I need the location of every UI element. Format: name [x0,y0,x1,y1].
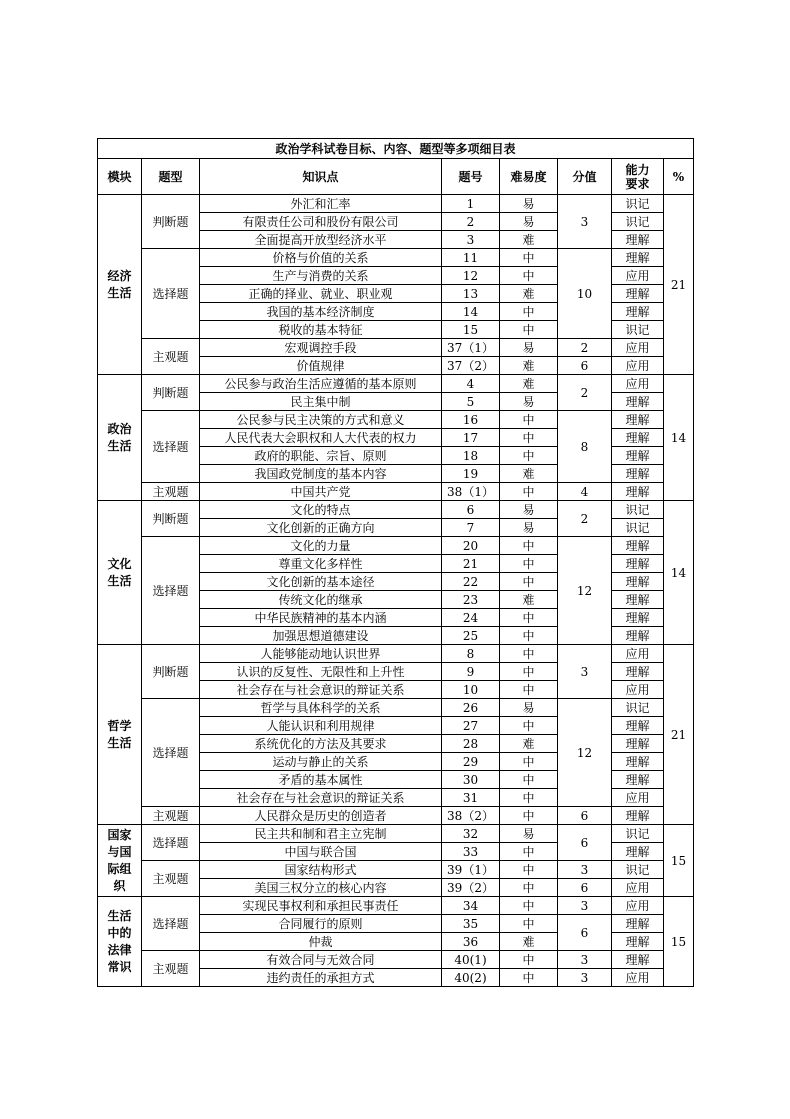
question-number: 6 [442,501,500,519]
difficulty: 中 [500,915,558,933]
score: 3 [558,897,612,915]
knowledge-point: 社会存在与社会意识的辩证关系 [200,789,442,807]
table-row [98,861,694,879]
detail-table [97,138,694,987]
question-number: 30 [442,771,500,789]
difficulty: 中 [500,897,558,915]
question-number: 17 [442,429,500,447]
knowledge-point: 人能认识和利用规律 [200,717,442,735]
table-title: 政治学科试卷目标、内容、题型等多项细目表 [98,139,694,159]
score: 6 [558,825,612,861]
ability-requirement: 识记 [612,501,664,519]
question-number: 5 [442,393,500,411]
difficulty: 难 [500,231,558,249]
knowledge-point: 中国与联合国 [200,843,442,861]
ability-requirement: 识记 [612,195,664,213]
question-type: 判断题 [142,645,200,699]
difficulty: 中 [500,249,558,267]
difficulty: 中 [500,573,558,591]
difficulty: 中 [500,609,558,627]
knowledge-point: 生产与消费的关系 [200,267,442,285]
knowledge-point: 全面提高开放型经济水平 [200,231,442,249]
score: 12 [558,537,612,645]
question-number: 18 [442,447,500,465]
knowledge-point: 有效合同与无效合同 [200,951,442,969]
ability-requirement: 理解 [612,591,664,609]
header-percent: % [664,159,694,195]
ability-requirement: 理解 [612,465,664,483]
knowledge-point: 价值规律 [200,357,442,375]
question-number: 29 [442,753,500,771]
question-number: 3 [442,231,500,249]
table-row [98,411,694,429]
question-type: 选择题 [142,825,200,861]
knowledge-point: 哲学与具体科学的关系 [200,699,442,717]
question-number: 33 [442,843,500,861]
knowledge-point: 人能够能动地认识世界 [200,645,442,663]
knowledge-point: 宏观调控手段 [200,339,442,357]
ability-requirement: 理解 [612,429,664,447]
knowledge-point: 中华民族精神的基本内涵 [200,609,442,627]
knowledge-point: 社会存在与社会意识的辩证关系 [200,681,442,699]
difficulty: 中 [500,483,558,501]
score: 3 [558,645,612,699]
table-row [98,483,694,501]
difficulty: 中 [500,627,558,645]
question-number: 16 [442,411,500,429]
ability-requirement: 理解 [612,573,664,591]
ability-requirement: 理解 [612,771,664,789]
ability-requirement: 理解 [612,951,664,969]
ability-requirement: 应用 [612,969,664,987]
table-row [98,645,694,663]
ability-requirement: 理解 [612,915,664,933]
module-percent: 14 [664,375,694,501]
ability-requirement: 理解 [612,231,664,249]
difficulty: 中 [500,645,558,663]
module-name: 经济生活 [98,195,142,375]
knowledge-point: 我国的基本经济制度 [200,303,442,321]
knowledge-point: 中国共产党 [200,483,442,501]
header-score: 分值 [558,159,612,195]
question-type: 主观题 [142,807,200,825]
ability-requirement: 理解 [612,753,664,771]
table-row [98,375,694,393]
difficulty: 中 [500,411,558,429]
module-name: 文化生活 [98,501,142,645]
ability-requirement: 理解 [612,285,664,303]
module-percent: 21 [664,195,694,375]
header-module: 模块 [98,159,142,195]
question-type: 主观题 [142,861,200,897]
module-name: 生活中的法律常识 [98,897,142,987]
score: 2 [558,375,612,411]
header-number: 题号 [442,159,500,195]
knowledge-point: 我国政党制度的基本内容 [200,465,442,483]
table-row [98,897,694,915]
ability-requirement: 理解 [612,717,664,735]
difficulty: 难 [500,357,558,375]
question-number: 4 [442,375,500,393]
question-number: 2 [442,213,500,231]
table-row [98,339,694,357]
question-number: 28 [442,735,500,753]
question-number: 39（2） [442,879,500,897]
ability-requirement: 识记 [612,321,664,339]
difficulty: 难 [500,285,558,303]
question-type: 选择题 [142,537,200,645]
question-number: 25 [442,627,500,645]
difficulty: 易 [500,699,558,717]
table-row [98,537,694,555]
question-type: 判断题 [142,195,200,249]
ability-requirement: 理解 [612,627,664,645]
ability-requirement: 理解 [612,663,664,681]
difficulty: 中 [500,267,558,285]
difficulty: 中 [500,663,558,681]
knowledge-point: 民主集中制 [200,393,442,411]
knowledge-point: 人民代表大会职权和人大代表的权力 [200,429,442,447]
ability-requirement: 识记 [612,825,664,843]
question-number: 37（1） [442,339,500,357]
question-number: 24 [442,609,500,627]
header-type: 题型 [142,159,200,195]
knowledge-point: 合同履行的原则 [200,915,442,933]
knowledge-point: 文化创新的基本途径 [200,573,442,591]
score: 4 [558,483,612,501]
difficulty: 中 [500,753,558,771]
knowledge-point: 正确的择业、就业、职业观 [200,285,442,303]
question-number: 8 [442,645,500,663]
difficulty: 中 [500,681,558,699]
difficulty: 难 [500,933,558,951]
question-number: 31 [442,789,500,807]
question-number: 26 [442,699,500,717]
ability-requirement: 应用 [612,645,664,663]
knowledge-point: 加强思想道德建设 [200,627,442,645]
difficulty: 中 [500,447,558,465]
score: 3 [558,861,612,879]
difficulty: 易 [500,825,558,843]
question-number: 1 [442,195,500,213]
knowledge-point: 系统优化的方法及其要求 [200,735,442,753]
difficulty: 中 [500,321,558,339]
ability-requirement: 理解 [612,447,664,465]
question-number: 38（2） [442,807,500,825]
difficulty: 易 [500,501,558,519]
score: 10 [558,249,612,339]
question-number: 15 [442,321,500,339]
question-number: 20 [442,537,500,555]
module-percent: 15 [664,825,694,897]
question-number: 13 [442,285,500,303]
header-ability: 能力要求 [612,159,664,195]
knowledge-point: 价格与价值的关系 [200,249,442,267]
question-number: 23 [442,591,500,609]
difficulty: 难 [500,735,558,753]
difficulty: 难 [500,591,558,609]
question-number: 32 [442,825,500,843]
question-number: 38（1） [442,483,500,501]
ability-requirement: 理解 [612,843,664,861]
question-number: 22 [442,573,500,591]
knowledge-point: 外汇和汇率 [200,195,442,213]
knowledge-point: 传统文化的继承 [200,591,442,609]
question-number: 9 [442,663,500,681]
question-number: 36 [442,933,500,951]
table-row [98,699,694,717]
knowledge-point: 人民群众是历史的创造者 [200,807,442,825]
ability-requirement: 应用 [612,267,664,285]
question-number: 7 [442,519,500,537]
ability-requirement: 识记 [612,213,664,231]
ability-requirement: 理解 [612,303,664,321]
score: 12 [558,699,612,807]
score: 6 [558,879,612,897]
question-number: 34 [442,897,500,915]
difficulty: 中 [500,303,558,321]
score: 8 [558,411,612,483]
question-type: 选择题 [142,411,200,483]
question-number: 40(1) [442,951,500,969]
difficulty: 易 [500,393,558,411]
score: 6 [558,807,612,825]
ability-requirement: 理解 [612,411,664,429]
difficulty: 中 [500,861,558,879]
ability-requirement: 识记 [612,519,664,537]
ability-requirement: 理解 [612,555,664,573]
question-type: 选择题 [142,249,200,339]
table-row [98,807,694,825]
knowledge-point: 有限责任公司和股份有限公司 [200,213,442,231]
ability-requirement: 应用 [612,375,664,393]
knowledge-point: 矛盾的基本属性 [200,771,442,789]
score: 6 [558,915,612,951]
question-number: 37（2） [442,357,500,375]
difficulty: 难 [500,465,558,483]
module-name: 国家与国际组织 [98,825,142,897]
header-difficulty: 难易度 [500,159,558,195]
module-percent: 21 [664,645,694,825]
module-percent: 15 [664,897,694,987]
ability-requirement: 应用 [612,357,664,375]
module-percent: 14 [664,501,694,645]
question-number: 40(2) [442,969,500,987]
question-type: 选择题 [142,699,200,807]
knowledge-point: 尊重文化多样性 [200,555,442,573]
difficulty: 中 [500,555,558,573]
ability-requirement: 识记 [612,861,664,879]
score: 6 [558,357,612,375]
ability-requirement: 理解 [612,807,664,825]
difficulty: 中 [500,771,558,789]
knowledge-point: 国家结构形式 [200,861,442,879]
question-number: 27 [442,717,500,735]
question-number: 19 [442,465,500,483]
knowledge-point: 公民参与民主决策的方式和意义 [200,411,442,429]
knowledge-point: 文化创新的正确方向 [200,519,442,537]
question-type: 选择题 [142,897,200,951]
difficulty: 易 [500,195,558,213]
ability-requirement: 应用 [612,789,664,807]
ability-requirement: 理解 [612,609,664,627]
difficulty: 中 [500,951,558,969]
question-type: 判断题 [142,501,200,537]
knowledge-point: 运动与静止的关系 [200,753,442,771]
knowledge-point: 文化的力量 [200,537,442,555]
knowledge-point: 税收的基本特征 [200,321,442,339]
difficulty: 中 [500,789,558,807]
difficulty: 中 [500,879,558,897]
question-number: 39（1） [442,861,500,879]
difficulty: 中 [500,717,558,735]
score: 3 [558,951,612,969]
difficulty: 中 [500,429,558,447]
ability-requirement: 理解 [612,249,664,267]
ability-requirement: 识记 [612,699,664,717]
module-name: 政治生活 [98,375,142,501]
question-type: 主观题 [142,951,200,987]
difficulty: 中 [500,807,558,825]
ability-requirement: 应用 [612,897,664,915]
knowledge-point: 文化的特点 [200,501,442,519]
ability-requirement: 理解 [612,933,664,951]
ability-requirement: 理解 [612,735,664,753]
question-number: 21 [442,555,500,573]
table-row [98,825,694,843]
difficulty: 中 [500,843,558,861]
question-type: 主观题 [142,339,200,375]
difficulty: 易 [500,213,558,231]
knowledge-point: 违约责任的承担方式 [200,969,442,987]
knowledge-point: 民主共和制和君主立宪制 [200,825,442,843]
difficulty: 易 [500,519,558,537]
table-row [98,195,694,213]
score: 3 [558,195,612,249]
difficulty: 易 [500,339,558,357]
question-type: 主观题 [142,483,200,501]
knowledge-point: 美国三权分立的核心内容 [200,879,442,897]
ability-requirement: 理解 [612,537,664,555]
header-knowledge: 知识点 [200,159,442,195]
table-row [98,249,694,267]
question-type: 判断题 [142,375,200,411]
knowledge-point: 政府的职能、宗旨、原则 [200,447,442,465]
score: 3 [558,969,612,987]
score: 2 [558,339,612,357]
ability-requirement: 理解 [612,393,664,411]
table-row [98,951,694,969]
ability-requirement: 应用 [612,339,664,357]
knowledge-point: 公民参与政治生活应遵循的基本原则 [200,375,442,393]
question-number: 10 [442,681,500,699]
knowledge-point: 实现民事权利和承担民事责任 [200,897,442,915]
question-number: 11 [442,249,500,267]
ability-requirement: 应用 [612,879,664,897]
knowledge-point: 认识的反复性、无限性和上升性 [200,663,442,681]
difficulty: 难 [500,375,558,393]
knowledge-point: 仲裁 [200,933,442,951]
score: 2 [558,501,612,537]
question-number: 12 [442,267,500,285]
question-number: 35 [442,915,500,933]
ability-requirement: 应用 [612,681,664,699]
question-number: 14 [442,303,500,321]
ability-requirement: 理解 [612,483,664,501]
difficulty: 中 [500,969,558,987]
table-row [98,501,694,519]
module-name: 哲学生活 [98,645,142,825]
difficulty: 中 [500,537,558,555]
